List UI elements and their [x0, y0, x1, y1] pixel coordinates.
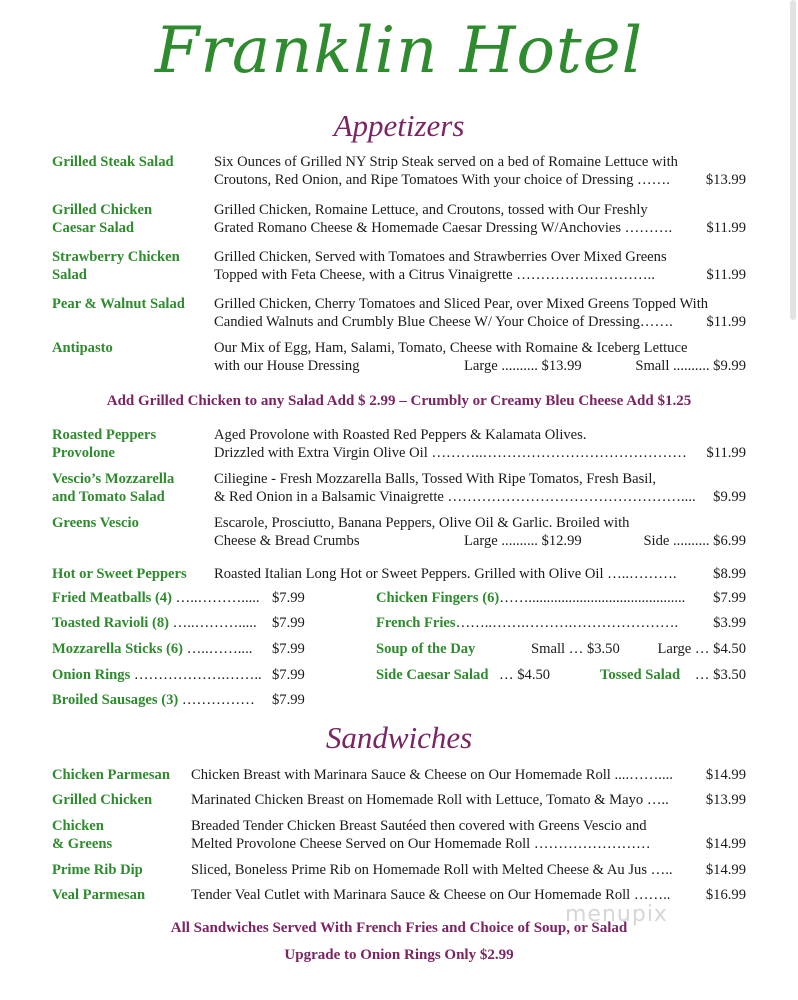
item-name-line: Roasted Peppers	[52, 427, 157, 443]
item-price: $11.99	[706, 220, 746, 236]
side-item-name: Mozzarella Sticks (6)	[52, 641, 184, 657]
item-price: $11.99	[706, 445, 746, 461]
description-line	[191, 861, 746, 879]
item-name	[52, 248, 180, 284]
item-name	[52, 470, 174, 506]
side-item-dots: ……………….……..	[130, 667, 262, 683]
description-line	[214, 532, 746, 550]
item-name-line: Grilled Chicken	[52, 792, 153, 808]
description-line	[191, 817, 746, 835]
side-item	[52, 615, 257, 632]
description-text: Croutons, Red Onion, and Ripe Tomatoes With your choice of Dressing …….	[214, 172, 670, 188]
item-description	[214, 295, 746, 331]
side-item	[376, 615, 678, 632]
item-name-line: Chicken Parmesan	[52, 767, 170, 783]
description-line	[191, 766, 746, 784]
description-text: Roasted Italian Long Hot or Sweet Peppers. Grilled with Olive Oil …..……….	[214, 566, 677, 582]
side-item-name: Onion Rings	[52, 667, 131, 683]
description-text: Grilled Chicken, Served with Tomatoes and Strawberries Over Mixed Greens	[214, 249, 667, 265]
description-line	[214, 201, 746, 219]
side-item-dots: …..……....	[183, 641, 253, 657]
side-item-price: $7.99	[713, 590, 746, 606]
description-line	[214, 219, 746, 237]
description-text: Grated Romano Cheese & Homemade Caesar Dressing W/Anchovies ……….	[214, 220, 673, 236]
side-item-price: $7.99	[272, 667, 305, 683]
item-name-line: Grilled Chicken	[52, 202, 153, 218]
description-line	[214, 171, 746, 189]
item-name	[52, 565, 187, 583]
item-name-line: Provolone	[52, 445, 115, 461]
item-name-line: Prime Rib Dip	[52, 862, 143, 878]
sandwiches-heading: Sandwiches	[325, 720, 473, 755]
description-text: Marinated Chicken Breast on Homemade Roll with Lettuce, Tomato & Mayo …..	[191, 792, 669, 808]
side-item-price: $3.99	[713, 615, 746, 631]
side-item	[376, 667, 488, 684]
description-line	[191, 791, 746, 809]
item-name-line: Vescio’s Mozzarella	[52, 471, 175, 487]
item-name	[52, 295, 185, 313]
item-description	[191, 817, 746, 853]
item-description	[214, 565, 746, 583]
description-text: Cheese & Bread Crumbs	[214, 533, 360, 549]
side-item	[52, 641, 252, 658]
item-description	[214, 514, 746, 550]
description-line	[214, 565, 746, 583]
large-price: Large .......... $12.99	[464, 533, 582, 549]
description-text: Drizzled with Extra Virgin Olive Oil ………..……………………………………	[214, 445, 687, 461]
item-price: $14.99	[705, 862, 746, 878]
item-price: $14.99	[705, 767, 746, 783]
side-item	[376, 590, 685, 607]
side-item	[52, 692, 255, 709]
item-name	[52, 153, 174, 171]
item-price: Side .......... $6.99	[643, 533, 746, 549]
description-line	[191, 835, 746, 853]
description-line	[214, 153, 746, 171]
description-text: Escarole, Prosciutto, Banana Peppers, Olive Oil & Garlic. Broiled with	[214, 515, 630, 531]
item-name	[52, 791, 152, 809]
item-name	[52, 766, 170, 784]
description-text: Aged Provolone with Roasted Red Peppers & Kalamata Olives.	[214, 427, 587, 443]
description-line	[214, 295, 746, 313]
description-text: Sliced, Boneless Prime Rib on Homemade Roll with Melted Cheese & Au Jus …..	[191, 862, 673, 878]
item-price: $11.99	[706, 267, 746, 283]
description-line	[214, 514, 746, 532]
description-text: Grilled Chicken, Romaine Lettuce, and Croutons, tossed with Our Freshly	[214, 202, 648, 218]
description-line	[214, 313, 746, 331]
side-item-dots: ……………	[178, 692, 255, 708]
description-line	[214, 470, 746, 488]
description-text: Melted Provolone Cheese Served on Our Homemade Roll ……………………	[191, 836, 651, 852]
page-title: Franklin Hotel	[154, 14, 644, 88]
description-text: Breaded Tender Chicken Breast Sautéed then covered with Greens Vescio and	[191, 818, 647, 834]
item-name	[52, 861, 143, 879]
item-description	[214, 426, 746, 462]
item-name-line: Veal Parmesan	[52, 887, 146, 903]
description-text: Topped with Feta Cheese, with a Citrus Vinaigrette ………………………..	[214, 267, 655, 283]
item-name-line: & Greens	[52, 836, 113, 852]
description-text: Ciliegine - Fresh Mozzarella Balls, Tossed With Ripe Tomatos, Fresh Basil,	[214, 471, 657, 487]
side-item	[52, 590, 260, 607]
item-name-line: Antipasto	[52, 340, 113, 356]
description-line	[214, 266, 746, 284]
side-item-price: $7.99	[272, 641, 305, 657]
side-item-dots: …..……….....	[171, 590, 260, 606]
large-price: Large .......... $13.99	[464, 358, 582, 374]
description-text: with our House Dressing	[214, 358, 360, 374]
item-price: Small .......... $9.99	[635, 358, 746, 374]
side-item-price: Large … $4.50	[657, 641, 746, 657]
description-line	[214, 248, 746, 266]
description-text: Chicken Breast with Marinara Sauce & Cheese on Our Homemade Roll ....……....	[191, 767, 673, 783]
side-item-name: Tossed Salad	[600, 667, 681, 683]
item-name	[52, 886, 145, 904]
side-item-name: Toasted Ravioli (8)	[52, 615, 170, 631]
item-name-line: Caesar Salad	[52, 220, 135, 236]
onion-ring-upgrade-note: Upgrade to Onion Rings Only $2.99	[284, 947, 514, 963]
description-line	[214, 488, 746, 506]
item-name-line: Pear & Walnut Salad	[52, 296, 185, 312]
side-item-price: $7.99	[272, 590, 305, 606]
side-item	[600, 667, 680, 684]
item-description	[214, 470, 746, 506]
appetizers-heading: Appetizers	[333, 108, 465, 143]
item-description	[191, 791, 746, 809]
small-price: Small … $3.50	[531, 641, 620, 657]
description-text: Candied Walnuts and Crumbly Blue Cheese W/ Your Choice of Dressing…….	[214, 314, 673, 330]
item-name	[52, 817, 112, 853]
description-line	[214, 357, 746, 375]
item-name-line: and Tomato Salad	[52, 489, 165, 505]
item-name	[52, 426, 156, 462]
item-name-line: Grilled Steak Salad	[52, 154, 174, 170]
item-price: $13.99	[705, 172, 746, 188]
side-item-name: Side Caesar Salad	[376, 667, 489, 683]
item-name	[52, 201, 152, 237]
description-line	[214, 339, 746, 357]
item-description	[214, 339, 746, 375]
side-item-name: Broiled Sausages (3)	[52, 692, 179, 708]
side-item-name: Fried Meatballs (4)	[52, 590, 172, 606]
scrollbar[interactable]	[790, 0, 796, 320]
item-description	[214, 248, 746, 284]
description-text: Our Mix of Egg, Ham, Salami, Tomato, Cheese with Romaine & Iceberg Lettuce	[214, 340, 688, 356]
description-text: Tender Veal Cutlet with Marinara Sauce & Cheese on Our Homemade Roll ……..	[191, 887, 671, 903]
side-item-name: Chicken Fingers (6)	[376, 590, 500, 606]
item-name-line: Salad	[52, 267, 87, 283]
side-item-dots: …..……….....	[169, 615, 257, 631]
description-text: Grilled Chicken, Cherry Tomatoes and Sliced Pear, over Mixed Greens Topped With	[214, 296, 709, 312]
item-name	[52, 339, 113, 357]
item-description	[214, 153, 746, 189]
watermark-text: menupix	[565, 902, 668, 927]
item-name	[52, 514, 139, 532]
item-name-line: Chicken	[52, 818, 104, 834]
side-item-price: $7.99	[272, 692, 305, 708]
side-item-name: Soup of the Day	[376, 641, 476, 657]
item-price: $11.99	[706, 314, 746, 330]
side-item-price: $7.99	[272, 615, 305, 631]
item-price: $9.99	[713, 489, 746, 505]
description-text: Six Ounces of Grilled NY Strip Steak served on a bed of Romaine Lettuce with	[214, 154, 678, 170]
item-name-line: Hot or Sweet Peppers	[52, 566, 187, 582]
side-item-dots: ……...........................................	[499, 590, 686, 606]
description-line	[214, 444, 746, 462]
item-price: $16.99	[705, 887, 746, 903]
side-item	[52, 667, 262, 684]
item-price: $8.99	[713, 566, 746, 582]
side-item-dots: ……..…….……….………………….	[455, 615, 679, 631]
item-description	[191, 766, 746, 784]
side-item	[376, 641, 475, 658]
side-item-price: … $3.50	[694, 667, 746, 683]
small-price: … $4.50	[499, 667, 551, 683]
description-text: & Red Onion in a Balsamic Vinaigrette …………………………………………....	[214, 489, 696, 505]
item-description	[214, 201, 746, 237]
item-name-line: Greens Vescio	[52, 515, 139, 531]
salad-addon-note: Add Grilled Chicken to any Salad Add $ 2.99 – Crumbly or Creamy Bleu Cheese Add $1.25	[106, 393, 692, 409]
item-price: $14.99	[705, 836, 746, 852]
sandwich-sides-note: All Sandwiches Served With French Fries and Choice of Soup, or Salad	[170, 920, 628, 936]
item-name-line: Strawberry Chicken	[52, 249, 180, 265]
side-item-name: French Fries	[376, 615, 456, 631]
description-line	[214, 426, 746, 444]
item-description	[191, 861, 746, 879]
item-price: $13.99	[705, 792, 746, 808]
